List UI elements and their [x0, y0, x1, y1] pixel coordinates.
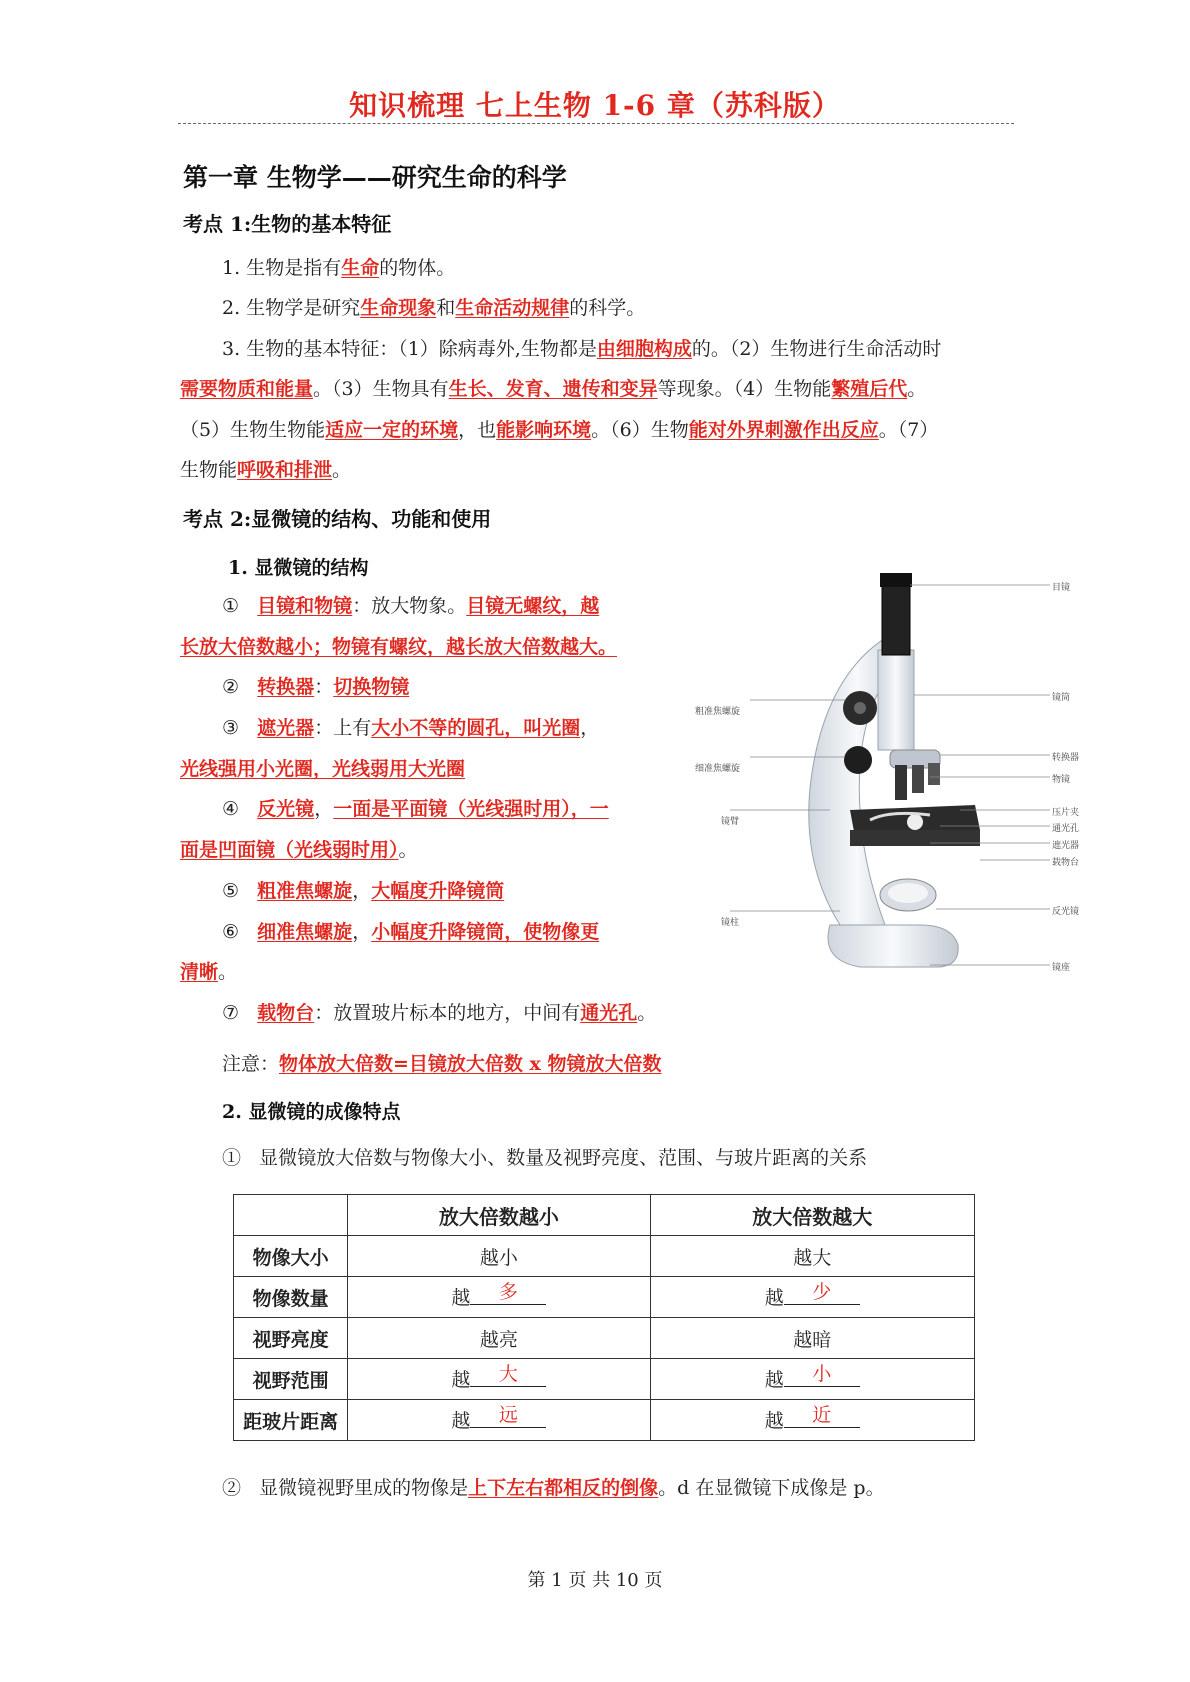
answer: 细准焦螺旋 — [257, 921, 353, 943]
note-label: 注意： — [222, 1053, 280, 1075]
item-number: ③ — [222, 717, 240, 739]
answer: 上下左右都相反的倒像 — [468, 1477, 659, 1499]
text: （5）生物生物能 — [180, 419, 326, 441]
paragraph-1 — [222, 256, 455, 280]
text: 的物体。 — [379, 257, 456, 279]
structure-item-1-line-2 — [180, 635, 617, 659]
label-mirror: 反光镜 — [1052, 907, 1080, 917]
answer: 清晰 — [180, 961, 219, 983]
text: 显微镜视野里成的物像是 — [259, 1477, 469, 1499]
label-eyepiece: 目镜 — [1052, 583, 1071, 593]
answer: 繁殖后代 — [831, 378, 908, 400]
label-objective: 物镜 — [1052, 775, 1071, 785]
column-header: 放大倍数越小 — [348, 1195, 650, 1236]
structure-item-7 — [222, 1001, 656, 1025]
answer: 遮光器 — [257, 717, 315, 739]
text: 的。（2）生物进行生命活动时 — [691, 338, 942, 360]
paragraph-3-line-2 — [180, 377, 926, 401]
paragraph-3-line-3 — [180, 418, 938, 442]
label-fine-focus: 细准焦螺旋 — [695, 764, 741, 774]
item-number: ② — [222, 1477, 242, 1499]
text: 生物学是研究 — [246, 297, 361, 319]
text: 。d 在显微镜下成像是 p。 — [658, 1477, 885, 1499]
page-footer: 第 1 页 共 10 页 — [527, 1570, 663, 1591]
item-number: ⑥ — [222, 921, 240, 943]
answer: 由细胞构成 — [596, 338, 692, 360]
text: 的科学。 — [569, 297, 646, 319]
table-cell — [650, 1400, 974, 1441]
text: ：放置玻片标本的地方，中间有 — [314, 1002, 581, 1024]
imaging-item-1 — [222, 1146, 867, 1170]
answer: 目镜和物镜 — [257, 595, 353, 617]
structure-item-3-line-2 — [180, 757, 465, 781]
fill-answer: 少 — [784, 1277, 860, 1305]
answer: 小幅度升降镜筒，使物像更 — [371, 921, 600, 943]
answer: 一面是平面镜（光线强时用），一 — [333, 798, 609, 820]
text: 。 — [637, 1002, 657, 1024]
table-cell: 越暗 — [650, 1318, 974, 1359]
answer: 适应一定的环境 — [325, 419, 459, 441]
structure-item-4-line-1 — [222, 797, 609, 821]
fill-answer: 远 — [470, 1400, 546, 1428]
section-heading-2: 考点 2:显微镜的结构、功能和使用 — [183, 507, 492, 531]
row-header: 距玻片距离 — [234, 1400, 348, 1441]
text: ， — [352, 921, 372, 943]
answer: 切换物镜 — [333, 676, 410, 698]
text: 。 — [332, 459, 352, 481]
answer: 长放大倍数越小；物镜有螺纹，越长放大倍数越大。 — [180, 636, 618, 658]
table-cell — [348, 1359, 650, 1400]
row-header: 视野范围 — [234, 1359, 348, 1400]
row-header: 物像大小 — [234, 1236, 348, 1277]
cell-prefix: 越 — [451, 1369, 471, 1391]
fill-answer: 小 — [784, 1359, 860, 1387]
section-heading-1: 考点 1:生物的基本特征 — [183, 212, 392, 236]
text: ：上有 — [314, 717, 372, 739]
answer: 物体放大倍数=目镜放大倍数 x 物镜放大倍数 — [279, 1053, 662, 1075]
item-number: ⑦ — [222, 1002, 240, 1024]
table-row — [234, 1400, 975, 1441]
answer: 需要物质和能量 — [180, 378, 314, 400]
label-tube: 镜筒 — [1052, 693, 1071, 703]
structure-item-3-line-1 — [222, 716, 599, 740]
structure-item-5 — [222, 879, 504, 903]
table-row — [234, 1359, 975, 1400]
label-stage-clip: 压片夹 — [1052, 808, 1080, 818]
column-header: 放大倍数越大 — [650, 1195, 974, 1236]
structure-item-1-line-1 — [222, 594, 599, 618]
text: 生物的基本特征：（1）除病毒外,生物都是 — [246, 338, 597, 360]
table-row — [234, 1236, 975, 1277]
answer: 生命活动规律 — [455, 297, 570, 319]
structure-item-6-line-1 — [222, 920, 599, 944]
structure-item-4-line-2 — [180, 838, 418, 862]
answer: 反光镜 — [257, 798, 315, 820]
text: 生物能 — [180, 459, 238, 481]
item-number: 3. — [222, 338, 241, 360]
text: 和 — [436, 297, 456, 319]
row-header: 物像数量 — [234, 1277, 348, 1318]
text: ， — [314, 798, 334, 820]
text: 显微镜放大倍数与物像大小、数量及视野亮度、范围、与玻片距离的关系 — [259, 1147, 868, 1169]
cell-prefix: 越 — [764, 1369, 784, 1391]
subheading-imaging: 2. 显微镜的成像特点 — [222, 1101, 401, 1123]
text: ， — [580, 717, 600, 739]
label-coarse-focus: 粗准焦螺旋 — [695, 707, 741, 717]
text: 生物是指有 — [246, 257, 342, 279]
microscope-figure — [690, 565, 1080, 985]
table-corner-cell — [234, 1195, 348, 1236]
table-cell — [650, 1359, 974, 1400]
answer: 光线强用小光圈，光线弱用大光圈 — [180, 758, 466, 780]
table-cell: 越小 — [348, 1236, 650, 1277]
answer: 生命 — [341, 257, 380, 279]
structure-item-6-line-2 — [180, 960, 237, 984]
answer: 生长、发育、遗传和变异 — [448, 378, 658, 400]
text: ，也 — [458, 419, 497, 441]
label-stage: 载物台 — [1052, 858, 1080, 868]
document-title: 知识梳理 七上生物 1-6 章（苏科版） — [349, 89, 841, 122]
item-number: ① — [222, 1147, 242, 1169]
label-aperture: 通光孔 — [1052, 824, 1080, 834]
paragraph-2 — [222, 296, 645, 320]
title-divider — [178, 123, 1014, 124]
imaging-item-2 — [222, 1476, 885, 1500]
text: ： — [314, 676, 334, 698]
subheading-structure: 1. 显微镜的结构 — [228, 557, 369, 579]
answer: 载物台 — [257, 1002, 315, 1024]
label-nosepiece: 转换器 — [1052, 753, 1080, 763]
answer: 大幅度升降镜筒 — [371, 880, 505, 902]
note-line — [222, 1052, 662, 1076]
table-cell — [650, 1277, 974, 1318]
text: 。（7） — [878, 419, 939, 441]
table-cell: 越大 — [650, 1236, 974, 1277]
answer: 大小不等的圆孔，叫光圈 — [371, 717, 581, 739]
cell-prefix: 越 — [764, 1410, 784, 1432]
text: 。 — [907, 378, 927, 400]
structure-item-2 — [222, 675, 409, 699]
answer: 能对外界刺激作出反应 — [688, 419, 879, 441]
label-arm: 镜臂 — [721, 817, 740, 827]
table-header-row — [234, 1195, 975, 1236]
answer: 通光孔 — [580, 1002, 638, 1024]
paragraph-3-line-1 — [222, 337, 941, 361]
answer: 呼吸和排泄 — [237, 459, 333, 481]
answer: 生命现象 — [360, 297, 437, 319]
chapter-heading: 第一章 生物学——研究生命的科学 — [183, 163, 567, 192]
text: 。（3）生物具有 — [313, 378, 449, 400]
fill-answer: 大 — [470, 1359, 546, 1387]
text: 。（6）生物 — [591, 419, 689, 441]
answer: 粗准焦螺旋 — [257, 880, 353, 902]
item-number: ② — [222, 676, 240, 698]
table-cell — [348, 1277, 650, 1318]
cell-prefix: 越 — [451, 1410, 471, 1432]
item-number: 1. — [222, 257, 241, 279]
label-pillar: 镜柱 — [721, 918, 740, 928]
text: 。 — [398, 839, 418, 861]
text: 等现象。（4）生物能 — [657, 378, 832, 400]
answer: 能影响环境 — [496, 419, 592, 441]
table-cell: 越亮 — [348, 1318, 650, 1359]
table-row — [234, 1318, 975, 1359]
answer: 转换器 — [257, 676, 315, 698]
cell-prefix: 越 — [764, 1287, 784, 1309]
fill-answer: 近 — [784, 1400, 860, 1428]
label-diaphragm: 遮光器 — [1052, 841, 1080, 851]
item-number: 2. — [222, 297, 241, 319]
answer: 目镜无螺纹，越 — [466, 595, 600, 617]
answer: 面是凹面镜（光线弱时用） — [180, 839, 399, 861]
table-cell — [348, 1400, 650, 1441]
item-number: ① — [222, 595, 240, 617]
text: ， — [352, 880, 372, 902]
text: ：放大物象。 — [352, 595, 467, 617]
item-number: ⑤ — [222, 880, 240, 902]
fill-answer: 多 — [470, 1277, 546, 1305]
paragraph-3-line-4 — [180, 458, 351, 482]
text: 。 — [218, 961, 238, 983]
table-row — [234, 1277, 975, 1318]
label-base: 镜座 — [1052, 963, 1071, 973]
item-number: ④ — [222, 798, 240, 820]
row-header: 视野亮度 — [234, 1318, 348, 1359]
cell-prefix: 越 — [451, 1287, 471, 1309]
magnification-comparison-table — [233, 1194, 975, 1441]
